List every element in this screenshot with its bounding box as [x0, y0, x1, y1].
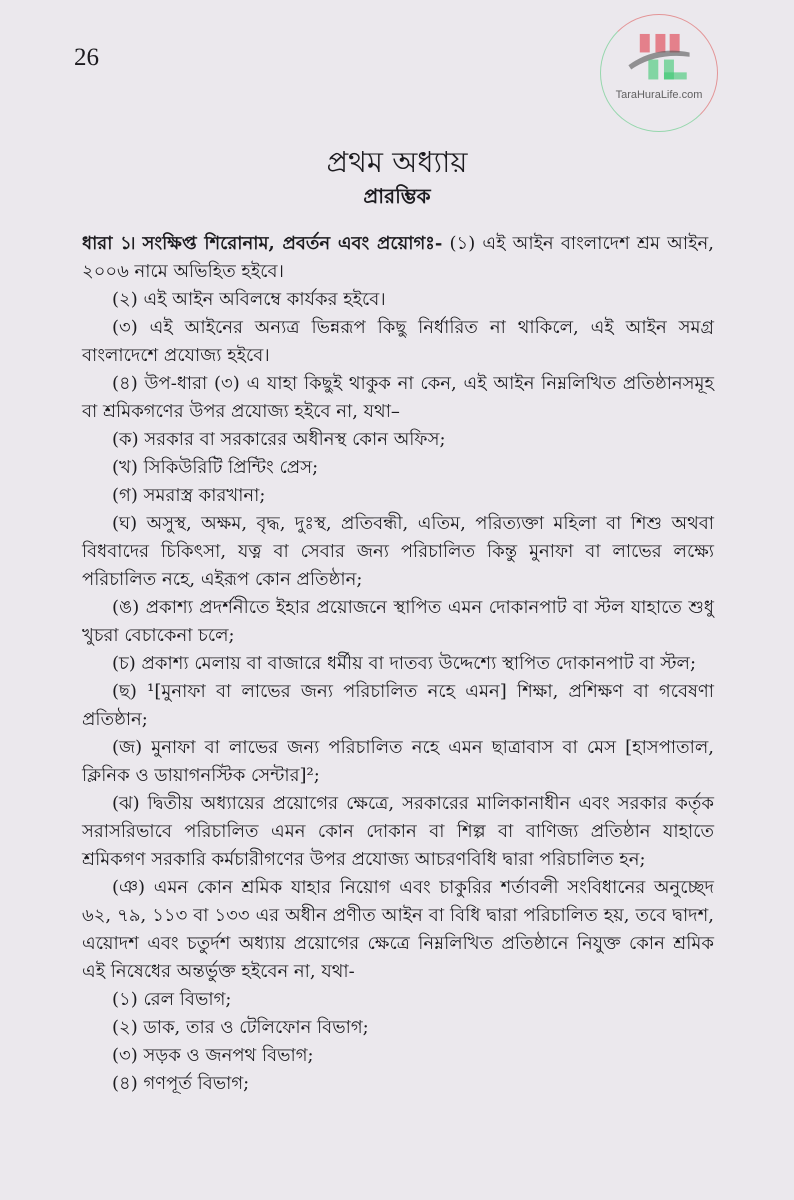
- section-heading: ধারা ১৷ সংক্ষিপ্ত শিরোনাম, প্রবর্তন এবং প্রয়োগঃ-: [82, 233, 443, 254]
- clause-uma: (ঙ) প্রকাশ্য প্রদর্শনীতে ইহার প্রয়োজনে স্থাপিত এমন দোকানপাট বা স্টল যাহাতে শুধু খুচরা বেচাকেনা চলে;: [82, 597, 714, 646]
- clause-ka: (ক) সরকার বা সরকারের অধীনস্থ কোন অফিস;: [112, 429, 446, 450]
- paragraph: (২) এই আইন অবিলম্বে কার্যকর হইবে।: [112, 289, 386, 310]
- document-body: [82, 230, 714, 1098]
- sub-item: (২) ডাক, তার ও টেলিফোন বিভাগ;: [112, 1017, 369, 1038]
- sub-item: (৪) গণপূর্ত বিভাগ;: [112, 1073, 250, 1094]
- clause-gha: (ঘ) অসুস্থ, অক্ষম, বৃদ্ধ, দুঃস্থ, প্রতিবন্ধী, এতিম, পরিত্যক্তা মহিলা বা শিশু অথবা বিধবাদের চিকিৎসা, যত্ন বা সেবার জন্য পরিচালিত কিন্তু মুনাফা বা লাভের লক্ষ্যে পরিচালিত নহে, এইরূপ কোন প্রতিষ্ঠান;: [82, 513, 714, 590]
- clause-chha: (ছ) ¹[মুনাফা বা লাভের জন্য পরিচালিত নহে এমন] শিক্ষা, প্রশিক্ষণ বা গবেষণা প্রতিষ্ঠান;: [82, 681, 714, 730]
- watermark-logo-icon: [627, 31, 691, 81]
- sub-item: (৩) সড়ক ও জনপথ বিভাগ;: [112, 1045, 314, 1066]
- chapter-subtitle: প্রারম্ভিক: [363, 184, 431, 208]
- paragraph: (৩) এই আইনের অন্যত্র ভিন্নরূপ কিছু নির্ধারিত না থাকিলে, এই আইন সমগ্র বাংলাদেশে প্রযোজ্য হইবে।: [82, 317, 714, 366]
- clause-jha: (ঝ) দ্বিতীয় অধ্যায়ের প্রয়োগের ক্ষেত্রে, সরকারের মালিকানাধীন এবং সরকার কর্তৃক সরাসরিভাবে পরিচালিত এমন কোন দোকান বা শিল্প বা বাণিজ্য প্রতিষ্ঠান যাহাতে শ্রমিকগণ সরকারি কর্মচারীগণের উপর প্রযোজ্য আচরণবিধি দ্বারা পরিচালিত হন;: [82, 793, 714, 870]
- clause-ga: (গ) সমরাস্ত্র কারখানা;: [112, 485, 266, 506]
- sub-item: (১) রেল বিভাগ;: [112, 989, 232, 1010]
- clause-nya: (ঞ) এমন কোন শ্রমিক যাহার নিয়োগ এবং চাকুরির শর্তাবলী সংবিধানের অনুচ্ছেদ ৬২, ৭৯, ১১৩ বা ১৩৩ এর অধীন প্রণীত আইন বা বিধি দ্বারা পরিচালিত হয়, তবে দ্বাদশ, এয়োদশ এবং চতুর্দশ অধ্যায় প্রয়োগের ক্ষেত্রে নিম্নলিখিত প্রতিষ্ঠানে নিযুক্ত কোন শ্রমিক এই নিষেধের অন্তর্ভুক্ত হইবেন না, যথা-: [82, 877, 714, 982]
- chapter-title: প্রথম অধ্যায়: [326, 145, 468, 179]
- watermark-logo: [600, 14, 718, 132]
- paragraph: (৪) উপ-ধারা (৩) এ যাহা কিছুই থাকুক না কেন, এই আইন নিম্নলিখিত প্রতিষ্ঠানসমূহ বা শ্রমিকগণের উপর প্রযোজ্য হইবে না, যথা–: [82, 373, 714, 422]
- paragraph: (১) এই আইন বাংলাদেশ শ্রম আইন, ২০০৬ নামে অভিহিত হইবে।: [82, 233, 714, 282]
- page-number: 26: [74, 44, 99, 71]
- clause-kha: (খ) সিকিউরিটি প্রিন্টিং প্রেস;: [112, 457, 319, 478]
- clause-cha: (চ) প্রকাশ্য মেলায় বা বাজারে ধর্মীয় বা দাতব্য উদ্দেশ্যে স্থাপিত দোকানপাট বা স্টল;: [112, 653, 697, 674]
- clause-ja: (জ) মুনাফা বা লাভের জন্য পরিচালিত নহে এমন ছাত্রাবাস বা মেস [হাসপাতাল, ক্লিনিক ও ডায়াগনস্টিক সেন্টার]²;: [82, 737, 714, 786]
- watermark-text: TaraHuraLife.com: [615, 89, 703, 101]
- section-1: [82, 230, 714, 286]
